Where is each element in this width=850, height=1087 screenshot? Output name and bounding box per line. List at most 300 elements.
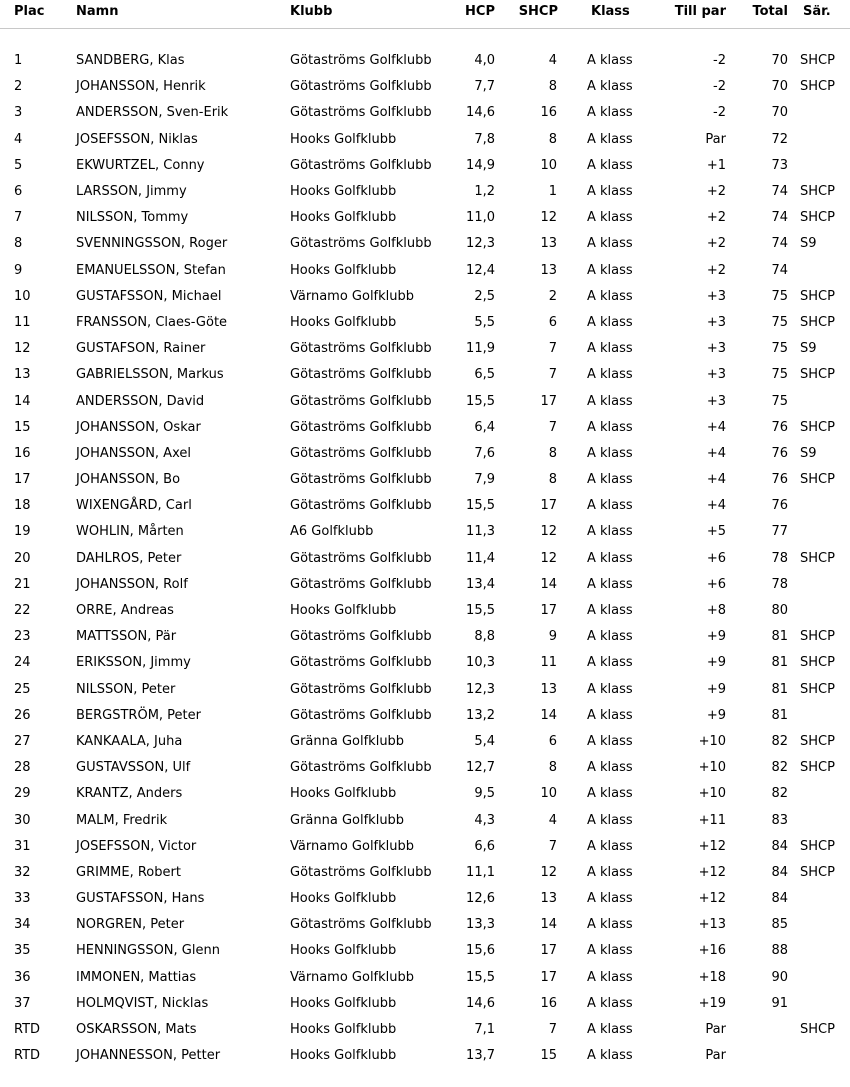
column-header-namn[interactable]: Namn (76, 4, 119, 19)
cell-namn: JOSEFSSON, Victor (76, 838, 197, 854)
cell-klubb: Götaströms Golfklubb (290, 707, 432, 723)
cell-klass: A klass (587, 393, 633, 409)
cell-klubb: Götaströms Golfklubb (290, 445, 432, 461)
cell-klubb: Götaströms Golfklubb (290, 79, 432, 95)
cell-shcp: 8 (548, 445, 557, 461)
cell-plac: 8 (14, 236, 23, 252)
cell-till-par: -2 (713, 53, 726, 69)
cell-plac: 11 (14, 314, 31, 330)
cell-shcp: 4 (548, 53, 557, 69)
cell-total: 82 (771, 786, 788, 802)
cell-sar: SHCP (800, 210, 835, 226)
cell-plac: 15 (14, 419, 31, 435)
cell-sar: SHCP (800, 184, 835, 200)
cell-klubb: Götaströms Golfklubb (290, 472, 432, 488)
cell-plac: 5 (14, 157, 23, 173)
cell-plac: 28 (14, 760, 31, 776)
cell-total: 75 (771, 341, 788, 357)
column-header-klubb[interactable]: Klubb (290, 4, 333, 19)
cell-hcp: 15,5 (466, 603, 495, 619)
cell-hcp: 11,4 (466, 550, 495, 566)
cell-total: 75 (771, 393, 788, 409)
cell-total: 90 (771, 969, 788, 985)
cell-namn: SANDBERG, Klas (76, 53, 185, 69)
cell-till-par: +5 (706, 524, 726, 540)
cell-shcp: 13 (540, 891, 557, 907)
cell-plac: 24 (14, 655, 31, 671)
cell-klass: A klass (587, 995, 633, 1011)
cell-klass: A klass (587, 210, 633, 226)
table-row (0, 336, 850, 362)
cell-plac: 6 (14, 184, 23, 200)
table-row (0, 886, 850, 912)
cell-sar: SHCP (800, 655, 835, 671)
table-row (0, 258, 850, 284)
cell-klubb: Götaströms Golfklubb (290, 393, 432, 409)
cell-plac: 7 (14, 210, 23, 226)
cell-hcp: 14,6 (466, 995, 495, 1011)
cell-plac: 36 (14, 969, 31, 985)
cell-klass: A klass (587, 760, 633, 776)
cell-total: 82 (771, 760, 788, 776)
cell-shcp: 7 (548, 838, 557, 854)
cell-shcp: 10 (540, 157, 557, 173)
cell-sar: SHCP (800, 760, 835, 776)
cell-namn: MATTSSON, Pär (76, 629, 177, 645)
cell-namn: HENNINGSSON, Glenn (76, 943, 220, 959)
cell-klass: A klass (587, 629, 633, 645)
cell-total: 75 (771, 314, 788, 330)
cell-hcp: 11,9 (466, 341, 495, 357)
cell-sar: S9 (800, 236, 817, 252)
table-row (0, 834, 850, 860)
cell-namn: JOHANSSON, Bo (76, 472, 181, 488)
cell-hcp: 13,3 (466, 917, 495, 933)
cell-shcp: 8 (548, 760, 557, 776)
cell-shcp: 12 (540, 864, 557, 880)
cell-klubb: Götaströms Golfklubb (290, 681, 432, 697)
cell-klass: A klass (587, 733, 633, 749)
cell-hcp: 6,5 (474, 367, 495, 383)
cell-hcp: 6,4 (474, 419, 495, 435)
table-row (0, 677, 850, 703)
cell-namn: ORRE, Andreas (76, 603, 174, 619)
cell-till-par: +6 (706, 550, 726, 566)
cell-shcp: 9 (548, 629, 557, 645)
cell-sar: SHCP (800, 53, 835, 69)
cell-sar: SHCP (800, 367, 835, 383)
cell-till-par: +10 (698, 786, 726, 802)
cell-total: 82 (771, 733, 788, 749)
column-header-total[interactable]: Total (752, 4, 788, 19)
cell-namn: JOHANSSON, Rolf (76, 576, 188, 592)
cell-klass: A klass (587, 943, 633, 959)
cell-shcp: 13 (540, 236, 557, 252)
cell-klass: A klass (587, 655, 633, 671)
cell-namn: MALM, Fredrik (76, 812, 168, 828)
cell-till-par: +2 (706, 262, 726, 278)
cell-hcp: 14,6 (466, 105, 495, 121)
cell-plac: 19 (14, 524, 31, 540)
cell-klass: A klass (587, 184, 633, 200)
cell-klass: A klass (587, 969, 633, 985)
cell-shcp: 6 (548, 733, 557, 749)
cell-hcp: 7,7 (474, 79, 495, 95)
cell-till-par: +4 (706, 445, 726, 461)
cell-plac: 17 (14, 472, 31, 488)
cell-total: 88 (771, 943, 788, 959)
table-row (0, 48, 850, 74)
cell-klass: A klass (587, 236, 633, 252)
table-row (0, 74, 850, 100)
cell-shcp: 14 (540, 917, 557, 933)
cell-hcp: 13,2 (466, 707, 495, 723)
cell-sar: SHCP (800, 681, 835, 697)
cell-sar: SHCP (800, 79, 835, 95)
cell-till-par: +19 (698, 995, 726, 1011)
cell-plac: 16 (14, 445, 31, 461)
cell-total: 91 (771, 995, 788, 1011)
cell-hcp: 15,5 (466, 498, 495, 514)
table-row (0, 624, 850, 650)
cell-klubb: Hooks Golfklubb (290, 786, 397, 802)
cell-klubb: Värnamo Golfklubb (290, 838, 415, 854)
cell-shcp: 12 (540, 210, 557, 226)
cell-total: 76 (771, 498, 788, 514)
cell-total: 81 (771, 629, 788, 645)
cell-plac: 18 (14, 498, 31, 514)
cell-klubb: Götaströms Golfklubb (290, 419, 432, 435)
table-row (0, 231, 850, 257)
cell-klass: A klass (587, 576, 633, 592)
cell-total: 72 (771, 131, 788, 147)
cell-namn: IMMONEN, Mattias (76, 969, 197, 985)
cell-plac: RTD (14, 1022, 41, 1038)
cell-klubb: Hooks Golfklubb (290, 184, 397, 200)
cell-shcp: 8 (548, 472, 557, 488)
cell-total: 84 (771, 891, 788, 907)
table-header (0, 0, 850, 29)
cell-klubb: Götaströms Golfklubb (290, 105, 432, 121)
column-header-sar[interactable]: Sär. (803, 4, 831, 19)
column-header-hcp[interactable]: HCP (465, 4, 495, 19)
cell-klass: A klass (587, 1022, 633, 1038)
table-row (0, 415, 850, 441)
cell-hcp: 14,9 (466, 157, 495, 173)
cell-shcp: 17 (540, 498, 557, 514)
cell-plac: 25 (14, 681, 31, 697)
cell-klubb: Götaströms Golfklubb (290, 53, 432, 69)
cell-till-par: +3 (706, 314, 726, 330)
column-header-till-par[interactable]: Till par (674, 4, 726, 19)
table-body (0, 48, 850, 1069)
cell-hcp: 5,5 (474, 314, 495, 330)
table-row (0, 991, 850, 1017)
cell-total: 75 (771, 288, 788, 304)
cell-namn: NORGREN, Peter (76, 917, 185, 933)
cell-hcp: 7,8 (474, 131, 495, 147)
cell-hcp: 9,5 (474, 786, 495, 802)
table-row (0, 598, 850, 624)
cell-plac: 4 (14, 131, 23, 147)
cell-shcp: 13 (540, 681, 557, 697)
cell-klubb: Gränna Golfklubb (290, 812, 405, 828)
table-row (0, 1043, 850, 1069)
cell-till-par: +3 (706, 341, 726, 357)
cell-total: 74 (771, 184, 788, 200)
cell-total: 77 (771, 524, 788, 540)
cell-klass: A klass (587, 550, 633, 566)
cell-total: 81 (771, 681, 788, 697)
cell-till-par: +12 (698, 838, 726, 854)
cell-total: 81 (771, 707, 788, 723)
cell-sar: S9 (800, 341, 817, 357)
cell-plac: 22 (14, 603, 31, 619)
cell-total: 81 (771, 655, 788, 671)
table-row (0, 912, 850, 938)
table-row (0, 703, 850, 729)
cell-klubb: Hooks Golfklubb (290, 1048, 397, 1064)
cell-namn: LARSSON, Jimmy (76, 184, 187, 200)
cell-klass: A klass (587, 707, 633, 723)
cell-total: 75 (771, 367, 788, 383)
cell-hcp: 12,6 (466, 891, 495, 907)
cell-till-par: +2 (706, 184, 726, 200)
cell-shcp: 17 (540, 969, 557, 985)
table-row (0, 546, 850, 572)
cell-shcp: 14 (540, 707, 557, 723)
cell-klubb: Götaströms Golfklubb (290, 864, 432, 880)
cell-plac: 21 (14, 576, 31, 592)
cell-total: 70 (771, 105, 788, 121)
cell-klass: A klass (587, 105, 633, 121)
cell-klubb: Götaströms Golfklubb (290, 341, 432, 357)
column-header-klass[interactable]: Klass (591, 4, 630, 19)
cell-plac: 10 (14, 288, 31, 304)
cell-hcp: 15,5 (466, 969, 495, 985)
cell-till-par: +9 (706, 707, 726, 723)
cell-klubb: Götaströms Golfklubb (290, 367, 432, 383)
cell-till-par: +6 (706, 576, 726, 592)
cell-namn: JOHANSSON, Oskar (76, 419, 201, 435)
cell-total: 76 (771, 472, 788, 488)
cell-plac: 1 (14, 53, 23, 69)
cell-till-par: +2 (706, 210, 726, 226)
table-row (0, 205, 850, 231)
table-row (0, 467, 850, 493)
cell-klubb: Värnamo Golfklubb (290, 969, 415, 985)
cell-hcp: 11,3 (466, 524, 495, 540)
cell-klubb: Gränna Golfklubb (290, 733, 405, 749)
cell-namn: EKWURTZEL, Conny (76, 157, 205, 173)
cell-till-par: +12 (698, 891, 726, 907)
cell-namn: JOHANSSON, Axel (76, 445, 191, 461)
cell-klass: A klass (587, 53, 633, 69)
cell-plac: 27 (14, 733, 31, 749)
cell-shcp: 15 (540, 1048, 557, 1064)
cell-namn: OSKARSSON, Mats (76, 1022, 197, 1038)
cell-plac: 23 (14, 629, 31, 645)
cell-klubb: Götaströms Golfklubb (290, 655, 432, 671)
cell-till-par: +1 (706, 157, 726, 173)
cell-namn: GABRIELSSON, Markus (76, 367, 224, 383)
cell-namn: SVENNINGSSON, Roger (76, 236, 228, 252)
cell-namn: NILSSON, Tommy (76, 210, 189, 226)
cell-klubb: Hooks Golfklubb (290, 314, 397, 330)
cell-klass: A klass (587, 524, 633, 540)
cell-plac: 31 (14, 838, 31, 854)
cell-sar: SHCP (800, 472, 835, 488)
cell-namn: JOHANSSON, Henrik (76, 79, 206, 95)
cell-klubb: Hooks Golfklubb (290, 995, 397, 1011)
cell-namn: GRIMME, Robert (76, 864, 181, 880)
cell-till-par: -2 (713, 79, 726, 95)
cell-klass: A klass (587, 472, 633, 488)
cell-klass: A klass (587, 603, 633, 619)
table-row (0, 310, 850, 336)
cell-klubb: Götaströms Golfklubb (290, 157, 432, 173)
cell-hcp: 12,7 (466, 760, 495, 776)
cell-sar: SHCP (800, 314, 835, 330)
cell-till-par: -2 (713, 105, 726, 121)
column-header-shcp[interactable]: SHCP (518, 4, 558, 19)
cell-hcp: 4,3 (474, 812, 495, 828)
cell-klubb: Hooks Golfklubb (290, 603, 397, 619)
cell-klass: A klass (587, 131, 633, 147)
cell-klubb: A6 Golfklubb (290, 524, 374, 540)
table-row (0, 755, 850, 781)
cell-namn: KRANTZ, Anders (76, 786, 183, 802)
cell-total: 78 (771, 550, 788, 566)
table-row (0, 284, 850, 310)
cell-plac: 9 (14, 262, 23, 278)
cell-total: 74 (771, 236, 788, 252)
cell-namn: ANDERSSON, David (76, 393, 205, 409)
table-row (0, 519, 850, 545)
cell-total: 74 (771, 210, 788, 226)
cell-shcp: 16 (540, 995, 557, 1011)
cell-klass: A klass (587, 838, 633, 854)
cell-till-par: +18 (698, 969, 726, 985)
cell-plac: 14 (14, 393, 31, 409)
cell-till-par: +3 (706, 367, 726, 383)
column-header-plac[interactable]: Plac (14, 4, 45, 19)
cell-namn: GUSTAFSSON, Michael (76, 288, 222, 304)
cell-till-par: +9 (706, 655, 726, 671)
table-row (0, 179, 850, 205)
cell-hcp: 10,3 (466, 655, 495, 671)
cell-till-par: +12 (698, 864, 726, 880)
cell-klass: A klass (587, 445, 633, 461)
cell-klass: A klass (587, 1048, 633, 1064)
cell-plac: 3 (14, 105, 23, 121)
cell-plac: RTD (14, 1048, 41, 1064)
cell-klass: A klass (587, 314, 633, 330)
cell-klubb: Götaströms Golfklubb (290, 550, 432, 566)
table-row (0, 965, 850, 991)
cell-till-par: +8 (706, 603, 726, 619)
cell-shcp: 17 (540, 393, 557, 409)
cell-klass: A klass (587, 262, 633, 278)
cell-namn: FRANSSON, Claes-Göte (76, 314, 228, 330)
cell-namn: KANKAALA, Juha (76, 733, 183, 749)
cell-sar: SHCP (800, 629, 835, 645)
table-row (0, 807, 850, 833)
cell-klubb: Hooks Golfklubb (290, 262, 397, 278)
cell-shcp: 8 (548, 79, 557, 95)
cell-shcp: 17 (540, 943, 557, 959)
cell-namn: ANDERSSON, Sven-Erik (76, 105, 229, 121)
cell-namn: GUSTAFSON, Rainer (76, 341, 206, 357)
cell-klubb: Hooks Golfklubb (290, 210, 397, 226)
cell-namn: WOHLIN, Mårten (76, 524, 184, 540)
cell-plac: 26 (14, 707, 31, 723)
cell-sar: SHCP (800, 550, 835, 566)
cell-klass: A klass (587, 288, 633, 304)
cell-hcp: 7,9 (474, 472, 495, 488)
cell-shcp: 1 (548, 184, 557, 200)
table-row (0, 100, 850, 126)
cell-shcp: 2 (548, 288, 557, 304)
cell-klubb: Götaströms Golfklubb (290, 498, 432, 514)
cell-shcp: 4 (548, 812, 557, 828)
cell-hcp: 15,5 (466, 393, 495, 409)
cell-till-par: +3 (706, 288, 726, 304)
table-row (0, 729, 850, 755)
cell-till-par: +4 (706, 498, 726, 514)
cell-klass: A klass (587, 681, 633, 697)
cell-plac: 2 (14, 79, 23, 95)
cell-plac: 20 (14, 550, 31, 566)
cell-klubb: Götaströms Golfklubb (290, 629, 432, 645)
cell-plac: 29 (14, 786, 31, 802)
cell-sar: SHCP (800, 1022, 835, 1038)
cell-klubb: Hooks Golfklubb (290, 943, 397, 959)
cell-klubb: Götaströms Golfklubb (290, 760, 432, 776)
cell-shcp: 10 (540, 786, 557, 802)
cell-hcp: 12,3 (466, 681, 495, 697)
cell-namn: HOLMQVIST, Nicklas (76, 995, 209, 1011)
cell-shcp: 13 (540, 262, 557, 278)
table-row (0, 572, 850, 598)
cell-shcp: 7 (548, 367, 557, 383)
cell-namn: ERIKSSON, Jimmy (76, 655, 191, 671)
cell-hcp: 12,3 (466, 236, 495, 252)
cell-klass: A klass (587, 917, 633, 933)
cell-sar: SHCP (800, 733, 835, 749)
cell-till-par: Par (705, 1022, 726, 1038)
cell-plac: 35 (14, 943, 31, 959)
cell-namn: GUSTAVSSON, Ulf (76, 760, 191, 776)
cell-namn: GUSTAFSSON, Hans (76, 891, 205, 907)
cell-hcp: 7,6 (474, 445, 495, 461)
cell-hcp: 11,1 (466, 864, 495, 880)
cell-till-par: +10 (698, 733, 726, 749)
table-row (0, 1017, 850, 1043)
cell-plac: 33 (14, 891, 31, 907)
cell-hcp: 15,6 (466, 943, 495, 959)
cell-total: 85 (771, 917, 788, 933)
cell-klubb: Götaströms Golfklubb (290, 576, 432, 592)
cell-shcp: 7 (548, 419, 557, 435)
cell-plac: 30 (14, 812, 31, 828)
cell-klass: A klass (587, 786, 633, 802)
cell-total: 80 (771, 603, 788, 619)
cell-total: 84 (771, 864, 788, 880)
cell-shcp: 12 (540, 524, 557, 540)
table-row (0, 127, 850, 153)
cell-total: 70 (771, 79, 788, 95)
